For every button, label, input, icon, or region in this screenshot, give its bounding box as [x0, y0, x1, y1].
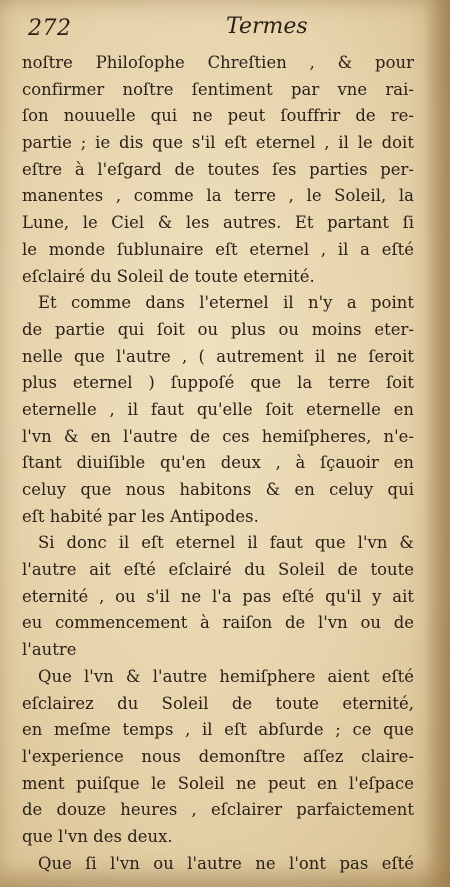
text-line: Que l'vn & l'autre hemiſphere aient eſté	[38, 666, 414, 686]
text-line: ment puiſque le Soleil ne peut en l'eſpace	[22, 773, 414, 793]
text-line: eternité , ou s'il ne l'a pas eſté qu'il y ait	[22, 586, 414, 606]
text-line: eſt habité par les Antipodes.	[22, 506, 259, 526]
text-line: eſtre à l'eſgard de toutes ſes parties per-	[22, 159, 414, 179]
text-line: ſon nouuelle qui ne peut ſouffrir de re-	[22, 106, 414, 126]
text-line: celuy que nous habitons & en celuy qui	[22, 480, 414, 499]
page-gutter-shadow	[424, 0, 450, 887]
text-line: plus eternel ) ſuppoſé que la terre ſoit	[22, 373, 414, 393]
text-line: eu commencement à raiſon de l'vn ou de	[22, 613, 414, 633]
text-line: de douze heures , eſclairer parfaictement	[22, 800, 414, 820]
text-line: l'vn & en l'autre de ces hemiſpheres, n'e-	[22, 426, 414, 446]
text-line: Lune, le Ciel & les autres. Et partant ſi	[22, 213, 414, 233]
text-line: eſclairez du Soleil de toute eternité,	[22, 693, 414, 713]
text-line: noſtre Philoſophe Chreſtien , & pour	[22, 53, 414, 72]
body-text	[22, 50, 414, 877]
running-head: Termes	[226, 14, 308, 39]
text-line: confirmer noſtre ſentiment par vne rai-	[22, 79, 414, 99]
text-line: l'autre ait eſté eſclairé du Soleil de toute	[22, 560, 414, 580]
text-line: que l'vn des deux.	[22, 826, 173, 846]
text-line: de partie qui ſoit ou plus ou moins eter-	[22, 319, 414, 339]
text-line: en meſme temps , il eſt abſurde ; ce que	[22, 720, 414, 740]
text-line: l'autre	[22, 640, 77, 660]
text-line: Si donc il eſt eternel il faut que l'vn &	[38, 533, 414, 553]
text-line: partie ; ie dis que s'il eſt eternel , il le doit	[22, 133, 414, 153]
text-line: Et comme dans l'eternel il n'y a point	[38, 293, 414, 313]
page-number: 272	[28, 16, 72, 41]
text-line: manentes , comme la terre , le Soleil, la	[22, 186, 414, 206]
text-line: nelle que l'autre , ( autrement il ne ſeroit	[22, 346, 414, 366]
text-line: l'experience nous demonſtre aſſez claire-	[22, 746, 414, 766]
text-line: eſclairé du Soleil de toute eternité.	[22, 266, 315, 286]
text-line: eternelle , il faut qu'elle ſoit eternelle en	[22, 399, 414, 419]
page-header	[28, 12, 408, 42]
text-line: le monde ſublunaire eſt eternel , il a eſté	[22, 239, 414, 259]
text-line: Que ſi l'vn ou l'autre ne l'ont pas eſté	[38, 853, 414, 873]
text-line: ſtant diuiſible qu'en deux , à ſçauoir en	[22, 453, 414, 473]
